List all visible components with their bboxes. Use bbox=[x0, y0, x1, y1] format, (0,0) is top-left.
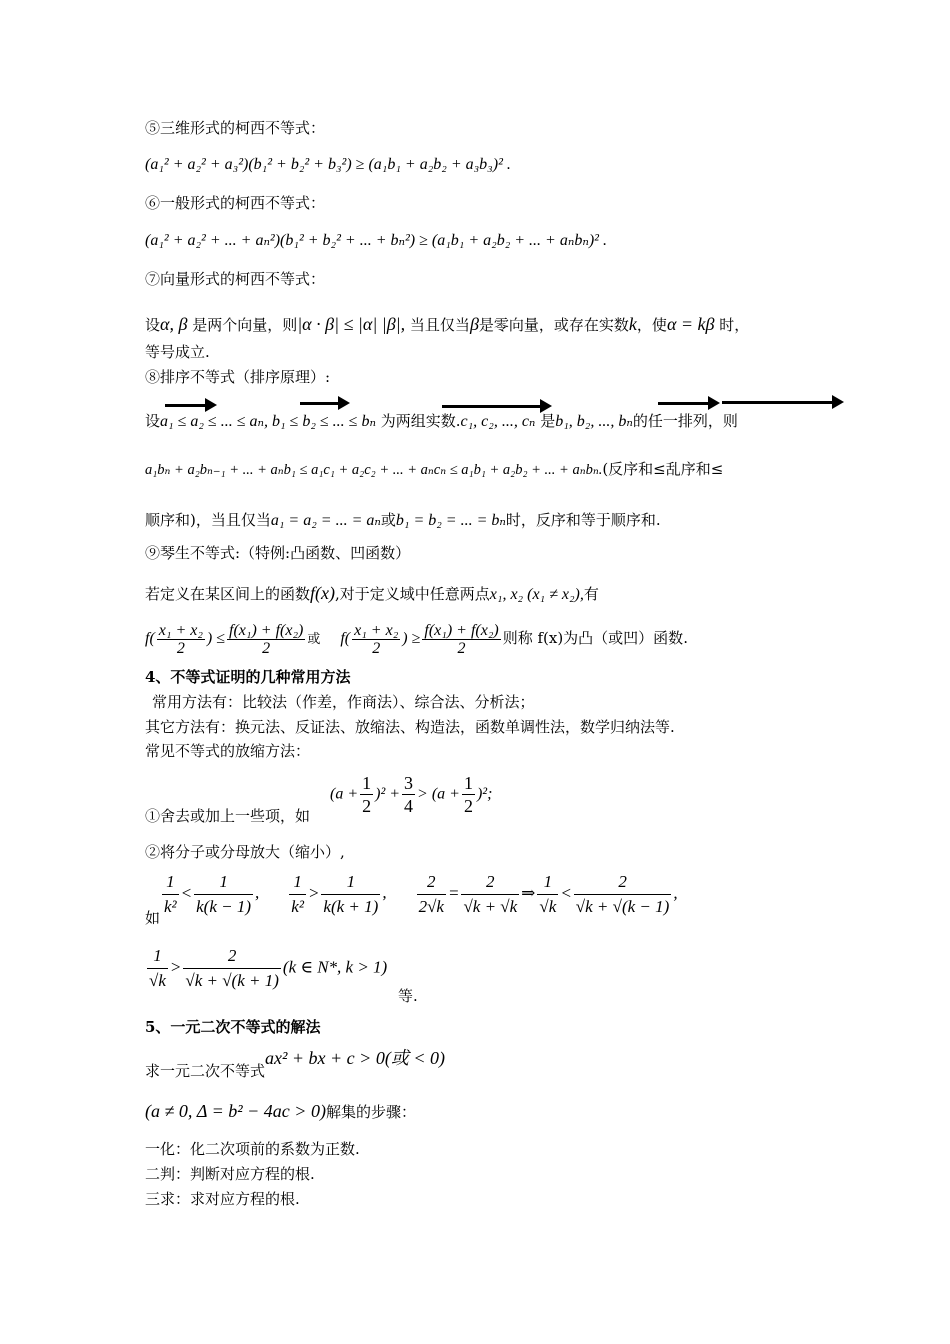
text: 求一元二次不等式 bbox=[145, 1062, 266, 1080]
section-5b-title: 5、一元二次不等式的解法 bbox=[145, 1018, 321, 1036]
comma: , bbox=[255, 883, 260, 903]
fraction-rhs: $\frac{\text{f(x₁) + f(x₂)}}{2}$ bbox=[424, 622, 499, 657]
text: 是零向量，或存在实数 bbox=[478, 316, 629, 334]
section-8-line-1 bbox=[145, 411, 738, 432]
section-6-title: ⑥一般形式的柯西不等式： bbox=[145, 194, 326, 212]
quadratic-condition: (a ≠ 0, Δ = b² − 4ac > 0) bbox=[145, 1101, 326, 1121]
comma: , bbox=[673, 883, 678, 903]
beta-symbol: β bbox=[469, 314, 479, 334]
section-9-line-1 bbox=[145, 583, 599, 605]
fraction-rhs: $\frac{\text{f(x₁) + f(x₂)}}{2}$ bbox=[229, 622, 304, 657]
text: 是 bbox=[540, 412, 556, 430]
text: 解集的步骤： bbox=[325, 1103, 416, 1121]
text: ,对于定义域中任意两点 bbox=[335, 585, 490, 603]
text: 时，反序和等于顺序和. bbox=[505, 511, 661, 529]
fraction: $\frac{2}{2√k}$ bbox=[418, 872, 444, 916]
text: 为两组实数. bbox=[380, 412, 461, 430]
formula-part: (a + bbox=[330, 785, 359, 803]
sequence-c: c₁, c₂, ..., cₙ bbox=[460, 413, 536, 430]
operator: > bbox=[307, 883, 320, 903]
text: (反序和≤乱序和≤ bbox=[602, 460, 724, 478]
fraction: $\frac{1}{k(k + 1)}$ bbox=[323, 872, 379, 916]
section-8-title: ⑧排序不等式（排序原理）: bbox=[145, 368, 331, 386]
text: 的任一排列，则 bbox=[632, 412, 738, 430]
step-2: 二判：判断对应方程的根. bbox=[145, 1165, 315, 1183]
fraction: $\frac{1}{\text{k²}}$ bbox=[291, 872, 304, 916]
vector-arrow-icon bbox=[165, 404, 207, 407]
rearrangement-inequality: a₁bₙ + a₂bₙ₋₁ + ... + aₙb₁ ≤ a₁c₁ + a₂c₂ + ... + aₙcₙ ≤ a₁b₁ + a₂b₂ + ... + aₙbₙ. bbox=[145, 462, 603, 478]
operator: ) ≤ bbox=[206, 630, 226, 647]
section-9-title: ⑨琴生不等式:（特例:凸函数、凹函数） bbox=[145, 544, 411, 562]
fraction-half: $\frac{1}{2}$ bbox=[463, 773, 473, 816]
fx: f(x) bbox=[310, 583, 335, 603]
text: 有 bbox=[583, 585, 599, 603]
operator: > bbox=[169, 957, 182, 977]
section-8-line-2 bbox=[145, 459, 723, 480]
text: 则称 f(x)为凸（或凹）函数. bbox=[502, 629, 688, 647]
text: 设 bbox=[145, 412, 161, 430]
ordered-sequences: a₁ ≤ a₂ ≤ ... ≤ aₙ, b₁ ≤ b₂ ≤ ... ≤ bₙ bbox=[160, 413, 376, 430]
section-8-line-3 bbox=[145, 510, 661, 531]
operator: < bbox=[560, 883, 572, 903]
section-4-item-2: ②将分子或分母放大（缩小）, bbox=[145, 843, 345, 861]
quadratic-inequality: ax² + bx + c > 0(或 < 0) bbox=[265, 1048, 445, 1068]
section-5-formula: (a₁² + a₂² + a₃²)(b₁² + b₂² + b₃²) ≥ (a₁b₁ + a₂b₂ + a₃b₃)² . bbox=[145, 156, 511, 173]
text-or: 或 bbox=[307, 632, 321, 647]
operator: ) ≥ bbox=[402, 630, 421, 647]
operator: = bbox=[447, 883, 460, 903]
fraction: $\frac{1}{√k}$ bbox=[539, 872, 557, 916]
text: 顺序和)，当且仅当 bbox=[145, 511, 271, 529]
text: 设 bbox=[145, 316, 161, 334]
section-5b-line-2 bbox=[145, 1101, 416, 1122]
vector-arrow-icon bbox=[722, 401, 834, 404]
sequence-b: b₁, b₂, ..., bₙ bbox=[555, 413, 633, 430]
text: 时， bbox=[719, 316, 750, 334]
points-x1-x2: x₁, x₂ (x₁ ≠ x₂), bbox=[489, 586, 584, 603]
f-open: f( bbox=[340, 630, 351, 647]
text: 当且仅当 bbox=[409, 316, 470, 334]
fraction-lhs: $\frac{\text{x₁ + x₂}}{2}$ bbox=[158, 622, 203, 657]
fraction: $\frac{2}{√k + √(k - 1)}$ bbox=[575, 872, 670, 916]
fraction: $\frac{2}{√k + √(k + 1)}$ bbox=[185, 946, 279, 990]
scaling-examples-row-1 bbox=[160, 870, 678, 919]
text: 或 bbox=[380, 511, 396, 529]
alpha-eq-kbeta: α = kβ bbox=[666, 314, 715, 334]
fraction: $\frac{1}{√k}$ bbox=[149, 946, 166, 990]
fraction-lhs: $\frac{\text{x₁ + x₂}}{2}$ bbox=[354, 622, 399, 657]
text: 是两个向量，则 bbox=[192, 316, 298, 334]
condition: (k ∈ N*, k > 1) bbox=[282, 957, 388, 977]
equal-a: a₁ = a₂ = ... = aₙ bbox=[270, 512, 381, 529]
scaling-examples-row-2 bbox=[145, 944, 387, 993]
operator: < bbox=[180, 883, 193, 903]
section-4-line-1: 常用方法有：比较法（作差，作商法）、综合法、分析法； bbox=[152, 693, 535, 711]
f-open: f( bbox=[145, 630, 155, 647]
section-9-jensen bbox=[145, 622, 688, 657]
k-symbol: k bbox=[628, 314, 637, 334]
section-7-title: ⑦向量形式的柯西不等式： bbox=[145, 270, 326, 288]
section-5b-line-1 bbox=[145, 1048, 445, 1081]
vector-arrow-icon bbox=[658, 402, 710, 405]
fraction: $\frac{1}{\text{k²}}$ bbox=[164, 872, 177, 916]
formula-part: )²; bbox=[476, 785, 493, 803]
section-4-deng: 等. bbox=[398, 987, 418, 1005]
section-4-item-1-formula bbox=[330, 772, 492, 817]
vector-arrow-icon bbox=[442, 405, 542, 408]
section-7-line-1 bbox=[145, 314, 749, 335]
comma: , bbox=[382, 883, 387, 903]
step-3: 三求：求对应方程的根. bbox=[145, 1190, 300, 1208]
fraction: $\frac{2}{√k + √k}$ bbox=[463, 872, 518, 916]
implies-icon: ⇒ bbox=[521, 883, 536, 903]
vector-inequality: |α · β| ≤ |α| |β|, bbox=[297, 314, 406, 334]
section-4-ru: 如 bbox=[145, 909, 161, 927]
fraction: $\frac{1}{k(k - 1)}$ bbox=[196, 872, 252, 916]
section-5-title: ⑤三维形式的柯西不等式： bbox=[145, 119, 326, 137]
equal-b: b₁ = b₂ = ... = bₙ bbox=[395, 512, 506, 529]
section-4-line-3: 常见不等式的放缩方法： bbox=[145, 742, 311, 760]
step-1: 一化：化二次项前的系数为正数. bbox=[145, 1140, 360, 1158]
section-4-item-1: ①舍去或加上一些项，如 bbox=[145, 807, 311, 825]
formula-part: > (a + bbox=[417, 785, 460, 803]
section-4-title: 4、不等式证明的几种常用方法 bbox=[145, 668, 351, 686]
fraction-three-quarters: $\frac{3}{4}$ bbox=[404, 773, 414, 816]
vector-arrow-icon bbox=[300, 402, 340, 405]
vectors-alpha-beta: α, β bbox=[160, 314, 188, 334]
formula-part: )² + bbox=[375, 785, 401, 803]
section-4-line-2: 其它方法有：换元法、反证法、放缩法、构造法，函数单调性法，数学归纳法等. bbox=[145, 718, 675, 736]
section-6-formula: (a₁² + a₂² + ... + aₙ²)(b₁² + b₂² + ... + bₙ²) ≥ (a₁b₁ + a₂b₂ + ... + aₙbₙ)² . bbox=[145, 232, 607, 249]
section-7-line-2: 等号成立. bbox=[145, 343, 210, 361]
text: 若定义在某区间上的函数 bbox=[145, 585, 311, 603]
text: ，使 bbox=[636, 316, 667, 334]
fraction-half: $\frac{1}{2}$ bbox=[362, 773, 372, 816]
